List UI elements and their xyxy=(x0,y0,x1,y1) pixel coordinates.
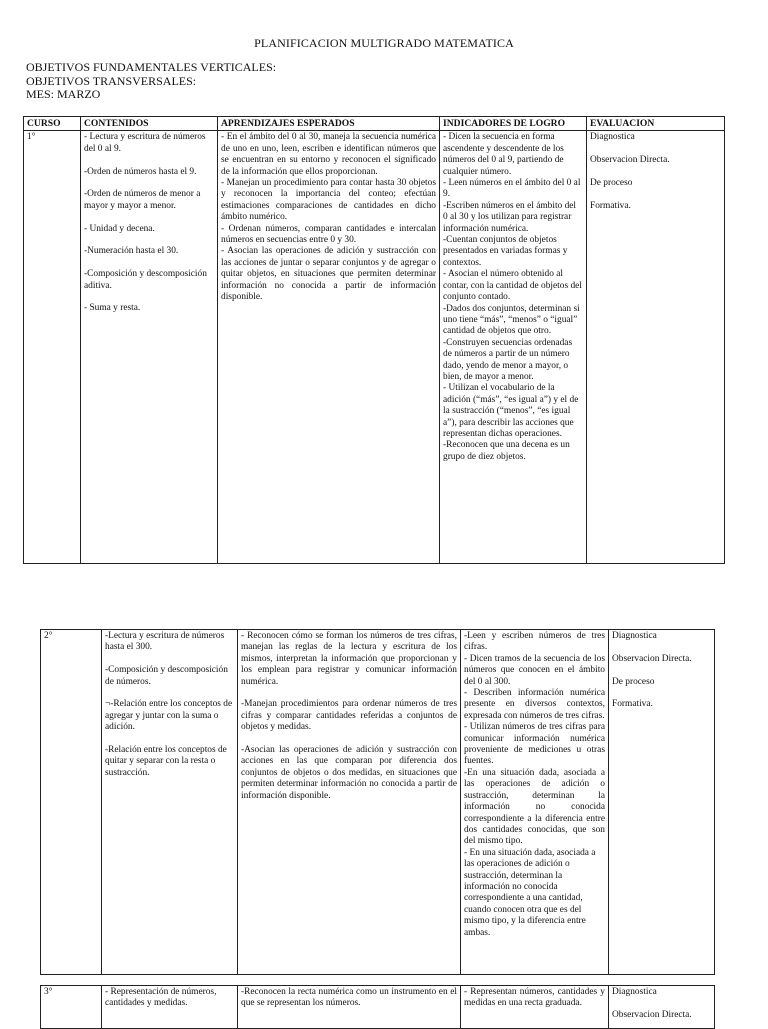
contenido-item: -Composición y descomposición de números. xyxy=(105,665,228,687)
indicador-item: - Dicen tramos de la secuencia de los números que conocen en el ámbito del 0 al 300. xyxy=(464,653,605,687)
cell-curso: 1° xyxy=(24,131,81,564)
indicador-item: -Dados dos conjuntos, determinan si uno tiene “más”, “menos” o “igual” cantidad de objetos que otro. xyxy=(443,303,580,337)
evaluacion-item: Observacion Directa. xyxy=(590,155,670,166)
aprendizaje-item: -Reconocen la recta numérica como un instrumento en el que se representan los números. xyxy=(241,987,457,1009)
cell-curso: 3° xyxy=(41,986,102,1029)
planning-table-1 xyxy=(23,116,725,564)
indicador-item: -Leen y escriben números de tres cifras. xyxy=(464,631,605,653)
cell-indicadores xyxy=(461,986,609,1029)
cell-indicadores xyxy=(461,630,609,975)
cell-evaluacion xyxy=(609,986,715,1029)
indicador-item: - Describen información numérica presente en diversos contextos, expresada con números de tres cifras. xyxy=(464,688,605,721)
cell-contenidos xyxy=(102,986,238,1029)
table-row xyxy=(24,131,725,564)
table-header-row xyxy=(24,117,725,131)
contenido-item: ¬-Relación entre los conceptos de agregar y juntar con la suma o adición. xyxy=(105,699,233,733)
planning-table-3 xyxy=(40,985,715,1029)
indicador-item: - Dicen la secuencia en forma ascendente y descendente de los números del 0 al 9, partiendo de cualquier número. xyxy=(443,132,564,177)
indicador-item: -Cuentan conjuntos de objetos presentados en variadas formas y contextos. xyxy=(443,235,568,268)
table-row xyxy=(41,986,715,1029)
column-header-evaluacion: EVALUACION xyxy=(587,117,725,131)
contenido-item: - Unidad y decena. xyxy=(84,223,155,234)
column-header-indicadores: INDICADORES DE LOGRO xyxy=(440,117,587,131)
aprendizaje-item: - En el ámbito del 0 al 30, maneja la secuencia numérica de uno en uno, leen, escriben e identifican números que se encuentran en su entorno y reconocen el significado de la información que ellos proporcionan. xyxy=(221,132,436,177)
evaluacion-item: Diagnostica xyxy=(590,132,635,143)
header-block xyxy=(26,61,276,102)
column-header-aprendizajes: APRENDIZAJES ESPERADOS xyxy=(218,117,440,131)
contenido-item: -Lectura y escritura de números hasta el 300. xyxy=(105,631,225,653)
column-header-contenidos: CONTENIDOS xyxy=(81,117,218,131)
evaluacion-item: Formativa. xyxy=(612,699,653,710)
cell-evaluacion xyxy=(587,131,725,564)
evaluacion-item: Observacion Directa. xyxy=(612,1009,692,1020)
indicador-item: - Asocian el número obtenido al contar, con la cantidad de objetos del conjunto contado. xyxy=(443,269,582,303)
contenido-item: -Orden de números hasta el 9. xyxy=(84,166,197,177)
cell-curso: 2° xyxy=(41,630,102,975)
aprendizaje-item: -Manejan procedimientos para ordenar números de tres cifras y comparar cantidades referidas a conjuntos de objetos y medidas. xyxy=(241,699,457,733)
aprendizaje-item: - Ordenan números, comparan cantidades e intercalan números en secuencias entre 0 y 30. xyxy=(221,223,436,246)
evaluacion-item: Diagnostica xyxy=(612,631,657,641)
contenido-item: -Composición y descomposición aditiva. xyxy=(84,269,207,291)
cell-aprendizajes xyxy=(238,986,461,1029)
cell-indicadores xyxy=(440,131,587,564)
contenido-item: - Lectura y escritura de números del 0 al 9. xyxy=(84,132,206,154)
aprendizaje-item: - Asocian las operaciones de adición y sustracción con las acciones de juntar o separar conjuntos y de agregar o quitar objetos, en situaciones que permiten determinar información no conocida a partir de información disponible. xyxy=(221,246,436,303)
page-title: PLANIFICACION MULTIGRADO MATEMATICA xyxy=(254,36,514,50)
aprendizaje-item: - Reconocen cómo se forman los números de tres cifras, manejan las reglas de la lectura y escritura de los mismos, interpretan la información que proporcionan y los emplean para registrar y comunicar información numérica. xyxy=(241,631,457,687)
indicador-item: - Leen números en el ámbito del 0 al 9. xyxy=(443,178,581,200)
table-row xyxy=(41,630,715,975)
heading-objetivos-transversales: OBJETIVOS TRANSVERSALES: xyxy=(26,73,197,88)
contenido-item: -Numeración hasta el 30. xyxy=(84,246,179,257)
indicador-item: - En una situación dada, asociada a las operaciones de adición o sustracción, determinan la información no conocida correspondiente a una cantidad, cuando conocen otra que es del mismo tipo, y la diferencia entre ambas. xyxy=(464,847,596,938)
contenido-item: - Representación de números, cantidades y medidas. xyxy=(105,987,217,1009)
planning-table-2 xyxy=(40,629,715,975)
indicador-item: - Representan números, cantidades y medidas en una recta graduada. xyxy=(464,987,605,1009)
aprendizaje-item: - Manejan un procedimiento para contar hasta 30 objetos y reconocen la importancia del conteo; efectúan estimaciones comparaciones de cantidades en dicho ámbito numérico. xyxy=(221,178,436,223)
cell-aprendizajes xyxy=(218,131,440,564)
indicador-item: -Construyen secuencias ordenadas de números a partir de un número dado, yendo de menor a mayor, o bien, de mayor a menor. xyxy=(443,337,573,382)
evaluacion-item: Diagnostica xyxy=(612,987,657,997)
evaluacion-item: De proceso xyxy=(590,178,633,188)
contenido-item: -Relación entre los conceptos de quitar y separar con la resta o sustracción. xyxy=(105,745,227,778)
cell-aprendizajes xyxy=(238,630,461,975)
heading-mes: MES: MARZO xyxy=(26,87,101,101)
indicador-item: -Escriben números en el ámbito del 0 al 30 y los utilizan para registrar información numérica. xyxy=(443,200,577,234)
contenido-item: - Suma y resta. xyxy=(84,303,141,314)
cell-contenidos xyxy=(81,131,218,564)
cell-evaluacion xyxy=(609,630,715,975)
cell-contenidos xyxy=(102,630,238,975)
aprendizaje-item: -Asocian las operaciones de adición y sustracción con acciones en las que comparan por diferencia dos conjuntos de objetos o dos medidas, en situaciones que permiten determinar información no conocida a partir de información disponible. xyxy=(241,745,457,801)
indicador-item: - Utilizan números de tres cifras para comunicar información numérica proveniente de mediciones u otras fuentes. xyxy=(464,722,605,767)
contenido-item: -Orden de números de menor a mayor y mayor a menor. xyxy=(84,189,201,211)
indicador-item: -Reconocen que una decena es un grupo de diez objetos. xyxy=(443,440,570,462)
indicador-item: - Utilizan el vocabulario de la adición (“más”, “es igual a”) y el de la sustracción (“menos”, “es igual a”), para describir las acciones que representan dichas operaciones. xyxy=(443,383,579,439)
evaluacion-item: Formativa. xyxy=(590,200,631,211)
heading-objetivos-verticales: OBJETIVOS FUNDAMENTALES VERTICALES: xyxy=(26,60,277,74)
column-header-curso: CURSO xyxy=(24,117,81,131)
indicador-item: -En una situación dada, asociada a las operaciones de adición o sustracción, determinan la información no conocida correspondiente a la diferencia entre dos cantidades conocidas, que son del mismo tipo. xyxy=(464,767,605,847)
evaluacion-item: Observacion Directa. xyxy=(612,653,692,664)
evaluacion-item: De proceso xyxy=(612,676,655,687)
